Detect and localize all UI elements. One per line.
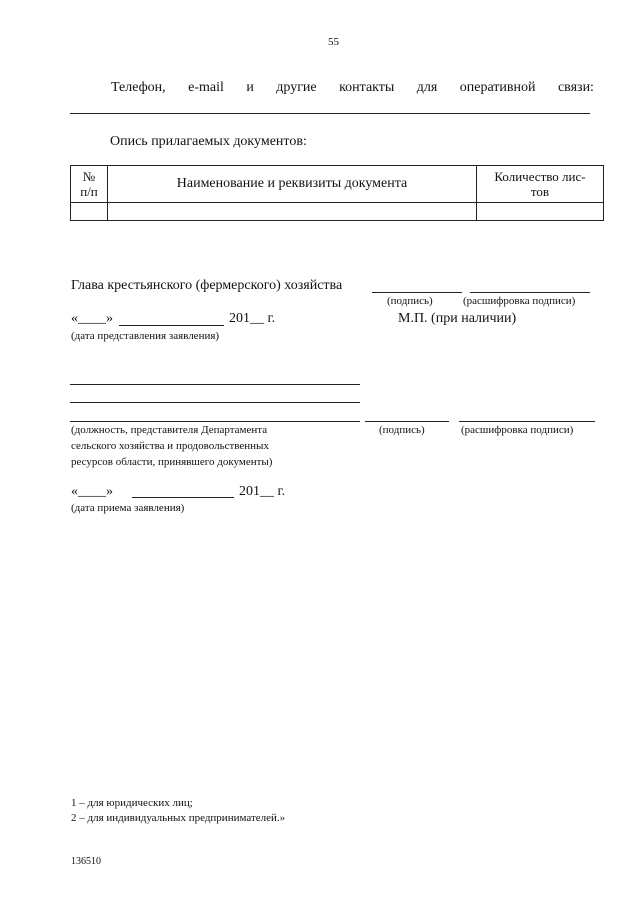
official-position-line[interactable] (70, 421, 360, 422)
contacts-word: Телефон, (111, 80, 166, 95)
head-signature-label: Глава крестьянского (фермерского) хозяйства (71, 278, 343, 293)
table-row (71, 203, 604, 221)
contacts-word: связи: (557, 80, 594, 95)
col-pages-line1: Количество лис- (494, 169, 586, 184)
contacts-word: для (416, 80, 438, 95)
official-signature-line[interactable] (365, 421, 449, 422)
footnote-entrepreneurs: 2 – для индивидуальных предпринимателей.» (71, 812, 286, 824)
contacts-word: и (246, 80, 254, 95)
head-signature-line[interactable] (372, 292, 462, 293)
col-name-header: Наименование и реквизиты документа (108, 166, 477, 203)
document-code: 136510 (71, 856, 101, 867)
official-position-line[interactable] (70, 402, 360, 403)
docs-title: Опись прилагаемых документов: (110, 134, 307, 149)
contacts-word: оперативной (459, 80, 536, 95)
table-header-row (71, 166, 604, 203)
official-position-line[interactable] (70, 384, 360, 385)
contacts-word: e-mail (188, 80, 224, 95)
head-date-caption: (дата представления заявления) (71, 330, 220, 342)
head-date-prefix: «____» (71, 311, 113, 326)
page-number: 55 (328, 36, 339, 48)
head-date-year: 201__ г. (229, 311, 276, 326)
col-number-line2: п/п (80, 184, 98, 199)
footnote-legal-entities: 1 – для юридических лиц; (71, 797, 193, 809)
official-caption-line3: ресурсов области, принявшего документы) (71, 456, 273, 468)
official-decoding-caption: (расшифровка подписи) (461, 424, 574, 436)
official-date-month-line[interactable] (132, 497, 234, 498)
cell-name[interactable] (108, 203, 477, 221)
contacts-fill-line[interactable] (70, 113, 590, 114)
official-podpis-caption: (подпись) (379, 424, 425, 436)
contacts-line (111, 80, 594, 96)
official-date-prefix: «____» (71, 484, 113, 499)
stamp-label: М.П. (при наличии) (398, 311, 517, 326)
cell-number[interactable] (71, 203, 108, 221)
cell-pages[interactable] (477, 203, 604, 221)
head-decoding-line[interactable] (470, 292, 590, 293)
head-date-month-line[interactable] (119, 325, 224, 326)
head-decoding-caption: (расшифровка подписи) (463, 295, 576, 307)
col-number-header (71, 166, 108, 203)
col-pages-line2: тов (530, 184, 550, 199)
official-date-caption: (дата приема заявления) (71, 502, 185, 514)
col-pages-header (477, 166, 604, 203)
documents-table (70, 165, 604, 221)
contacts-word: другие (276, 80, 317, 95)
head-podpis-caption: (подпись) (387, 295, 433, 307)
contacts-word: контакты (339, 80, 395, 95)
col-number-line1: № (82, 169, 96, 184)
official-decoding-line[interactable] (459, 421, 595, 422)
official-date-year: 201__ г. (239, 484, 286, 499)
official-caption-line2: сельского хозяйства и продовольственных (71, 440, 269, 452)
official-caption-line1: (должность, представителя Департамента (71, 424, 268, 436)
